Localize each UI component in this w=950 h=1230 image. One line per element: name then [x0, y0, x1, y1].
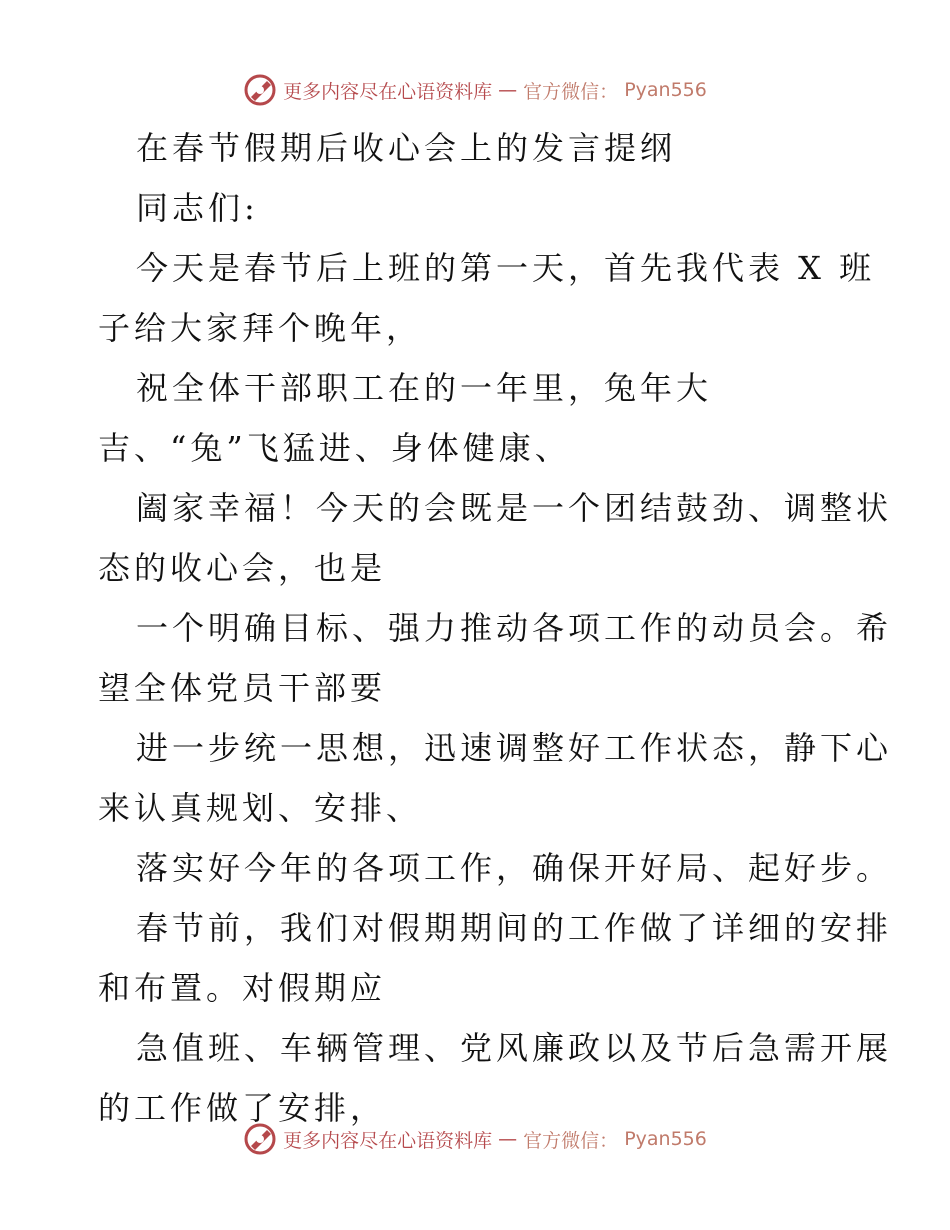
- text-line: 同志们:: [136, 189, 259, 227]
- text-line: 春节前，我们对假期期间的工作做了详细的安排: [136, 909, 893, 947]
- banner-text: 更多内容尽在心语资料库: [283, 80, 493, 103]
- text-line: 阖家幸福！今天的会既是一个团结鼓劲、调整状: [136, 489, 893, 527]
- text-line: 今天是春节后上班的第一天，首先我代表 X 班: [136, 249, 876, 287]
- text-line: 望全体党员干部要: [98, 669, 387, 707]
- pen-logo-icon: [243, 1122, 277, 1156]
- banner-separator: —: [498, 1128, 518, 1150]
- header-banner: [0, 73, 950, 107]
- text-line: 祝全体干部职工在的一年里，兔年大: [136, 369, 713, 407]
- banner-separator: —: [498, 79, 518, 101]
- wechat-label: 官方微信：: [523, 1129, 619, 1152]
- wechat-id: Pyan556: [624, 79, 707, 101]
- text-line: 子给大家拜个晚年，: [98, 309, 423, 347]
- text-line: 落实好今年的各项工作，确保开好局、起好步。: [136, 849, 893, 887]
- wechat-label: 官方微信：: [523, 80, 619, 103]
- pen-logo-icon: [243, 73, 277, 107]
- text-line: 来认真规划、安排、: [98, 789, 423, 827]
- text-line: 态的收心会，也是: [98, 549, 387, 587]
- text-line: 吉、“兔”飞猛进、身体健康、: [98, 429, 571, 467]
- document-body: [98, 126, 893, 1146]
- text-line: 在春节假期后收心会上的发言提纲: [136, 129, 677, 167]
- wechat-id: Pyan556: [624, 1128, 707, 1150]
- banner-text: 更多内容尽在心语资料库: [283, 1129, 493, 1152]
- footer-banner: [0, 1122, 950, 1156]
- text-line: 进一步统一思想，迅速调整好工作状态，静下心: [136, 729, 893, 767]
- text-line: 的工作做了安排，: [98, 1089, 387, 1127]
- text-line: 急值班、车辆管理、党风廉政以及节后急需开展: [136, 1029, 893, 1067]
- text-line: 和布置。对假期应: [98, 969, 387, 1007]
- text-line: 一个明确目标、强力推动各项工作的动员会。希: [136, 609, 893, 647]
